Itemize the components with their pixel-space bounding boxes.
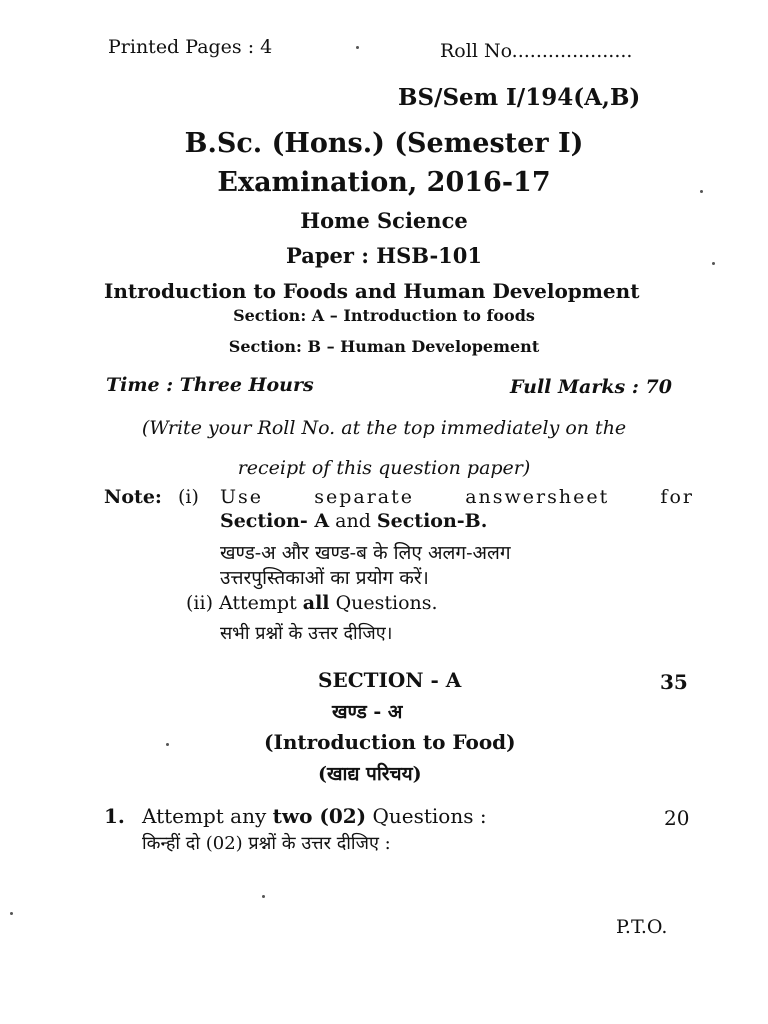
- note-i-marker: (i): [178, 486, 199, 508]
- question-prefix: Attempt any: [142, 804, 273, 828]
- note-ii-hindi: सभी प्रश्नों के उत्तर दीजिए।: [220, 623, 393, 644]
- question-suffix: Questions :: [366, 804, 487, 828]
- note-ii-bold: all: [302, 592, 330, 614]
- scan-speck: [356, 46, 359, 49]
- note-i-and: and: [329, 510, 377, 532]
- printed-pages: Printed Pages : 4: [108, 36, 273, 58]
- note-i-hindi-line-2: उत्तरपुस्तिकाओं का प्रयोग करें।: [220, 567, 429, 589]
- exam-time: Time : Three Hours: [106, 374, 314, 396]
- section-a-hindi-heading: खण्ड - अ: [332, 701, 403, 723]
- section-a-heading: SECTION - A: [318, 668, 462, 692]
- scan-speck: [700, 190, 703, 193]
- scan-speck: [166, 743, 169, 746]
- scan-speck: [262, 895, 265, 898]
- page-turn-indicator: P.T.O.: [616, 916, 668, 938]
- instruction-line-1: (Write your Roll No. at the top immediately on the: [141, 417, 627, 439]
- instruction-line-2: receipt of this question paper): [237, 457, 531, 479]
- question-hindi: किन्हीं दो (02) प्रश्नों के उत्तर दीजिए :: [142, 833, 391, 854]
- note-i-word: for: [660, 486, 694, 508]
- roll-number-field: Roll No....................: [440, 40, 633, 62]
- section-a-subtitle: (Introduction to Food): [264, 730, 516, 754]
- full-marks: Full Marks : 70: [510, 376, 672, 398]
- paper-title: Paper : HSB-101: [285, 243, 482, 268]
- section-a-subtitle-hindi: (खाद्य परिचय): [318, 763, 422, 785]
- section-a-description: Section: A – Introduction to foods: [233, 306, 535, 325]
- degree-title: B.Sc. (Hons.) (Semester I): [184, 128, 584, 159]
- question-number: 1.: [104, 804, 125, 828]
- section-a-ref: Section- A: [220, 510, 330, 532]
- subject-title: Home Science: [300, 208, 468, 233]
- question-count: two (02): [272, 804, 367, 828]
- note-i-sections: [220, 510, 487, 532]
- note-label: Note:: [104, 486, 162, 508]
- scan-speck: [712, 262, 715, 265]
- note-ii-suffix: Questions.: [329, 592, 438, 614]
- section-a-marks: 35: [660, 670, 688, 694]
- question-text: [142, 804, 487, 828]
- note-i-text: [220, 486, 694, 508]
- note-ii: [186, 592, 438, 614]
- question-marks: 20: [664, 806, 690, 830]
- exam-title: Examination, 2016-17: [217, 167, 551, 198]
- course-title: Introduction to Foods and Human Development: [104, 279, 640, 303]
- note-i-word: separate: [314, 486, 414, 508]
- section-b-description: Section: B – Human Developement: [228, 337, 540, 356]
- section-b-ref: Section-B.: [376, 510, 488, 532]
- note-ii-prefix: (ii) Attempt: [186, 592, 303, 614]
- note-i-word: answersheet: [465, 486, 610, 508]
- note-i-hindi-line-1: खण्ड-अ और खण्ड-ब के लिए अलग-अलग: [220, 542, 511, 564]
- note-i-word: Use: [220, 486, 264, 508]
- scan-speck: [10, 912, 13, 915]
- paper-code: BS/Sem I/194(A,B): [398, 84, 641, 111]
